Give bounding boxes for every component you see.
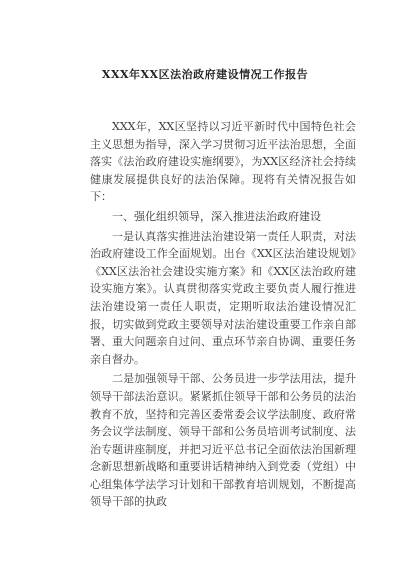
- document-body: [90, 118, 356, 513]
- document-title: XXX年XX区法治政府建设情况工作报告: [101, 68, 309, 81]
- intro-paragraph: XXX年，XX区坚持以习近平新时代中国特色社会主义思想为指导，深入学习贯彻习近平法治思想，全面落实《法治政府建设实施纲要》，为XX区经济社会持续健康发展提供良好的法治保障。现将有关情况报告如下：: [90, 120, 356, 204]
- body-paragraph-1: 一是认真落实推进法治建设第一责任人职责，对法治政府建设工作全面规划。出台《XX区法治建设规划》《XX区法治社会建设实施方案》和《XX区法治政府建设实施方案》。认真贯彻落实党政主要负责人履行推进法治建设第一责任人职责，定期听取法治建设情况汇报，切实做到党政主要领导对法治建设重要工作亲自部署、重大问题亲自过问、重点环节亲自协调、重要任务亲自督办。: [90, 229, 356, 366]
- section-heading-1: 一、强化组织领导，深入推进法治政府建设: [112, 209, 321, 223]
- body-paragraph-2: 二是加强领导干部、公务员进一步学法用法，提升领导干部法治意识。紧紧抓住领导干部和公务员的法治教育不放，坚持和完善区委常委会议学法制度、政府常务会议学法制度、领导干部和公务员培训考试制度、法治专题讲座制度，并把习近平总书记全面依法治国新理念新思想新战略和重要讲话精神纳入到党委（党组）中心组集体学法学习计划和干部教育培训规划，不断提高领导干部的执政: [90, 372, 356, 509]
